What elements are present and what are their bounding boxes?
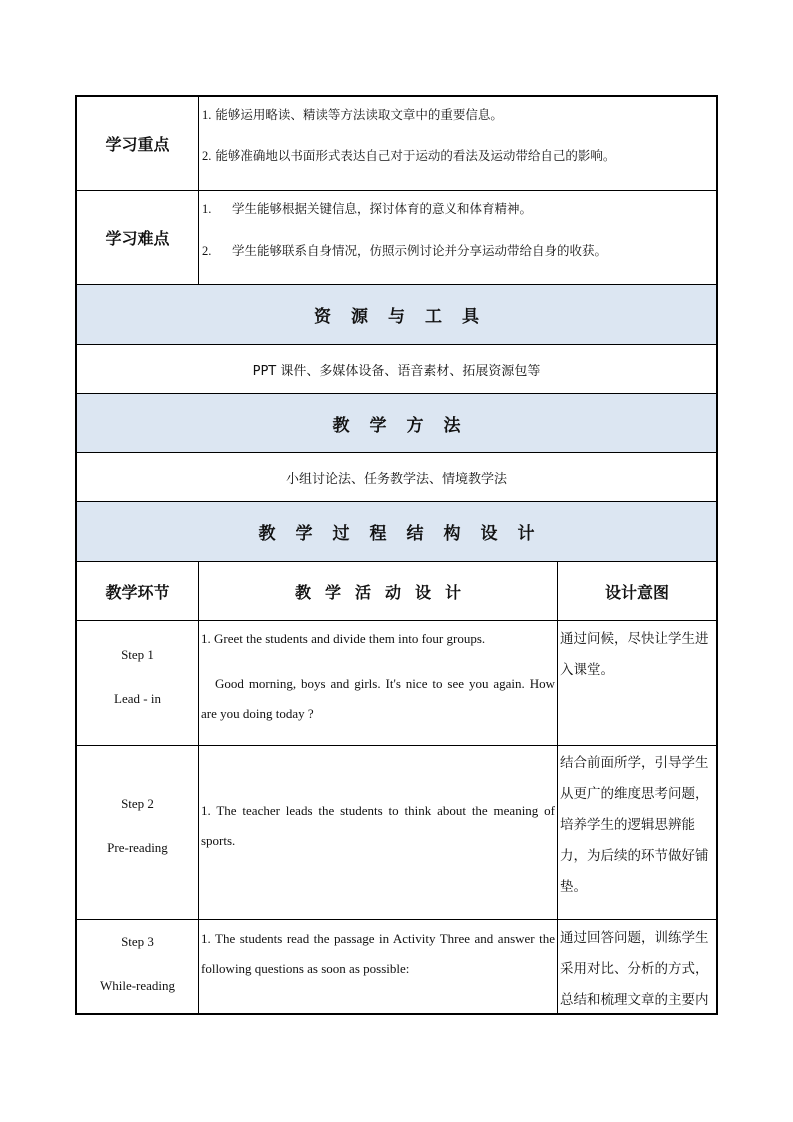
key-points-content — [199, 97, 716, 190]
difficult-points-label: 学习难点 — [77, 191, 199, 284]
resources-title-row — [77, 284, 716, 344]
lesson-plan-table — [75, 95, 718, 1015]
key-points-label: 学习重点 — [77, 97, 199, 190]
process-title-row — [77, 501, 716, 561]
step-label: Step 3 While-reading — [77, 920, 199, 1015]
difficult-point-item: 1. 学生能够根据关键信息，探讨体育的意义和体育精神。 — [202, 201, 533, 216]
step-row — [77, 919, 716, 1015]
methods-content: 小组讨论法、任务教学法、情境教学法 — [285, 471, 507, 487]
key-point-item: 2. 能够准确地以书面形式表达自己对于运动的看法及运动带给自己的影响。 — [202, 148, 616, 163]
key-points-row — [77, 97, 716, 190]
header-activity: 教学活动设计 — [199, 562, 558, 620]
methods-title: 教学方法 — [332, 415, 481, 436]
methods-content-row — [77, 452, 716, 501]
key-point-item: 1. 能够运用略读、精读等方法读取文章中的重要信息。 — [202, 107, 503, 122]
difficult-point-item: 2. 学生能够联系自身情况，仿照示例讨论并分享运动带给自身的收获。 — [202, 243, 608, 258]
step-row — [77, 745, 716, 919]
step-row — [77, 620, 716, 745]
step-intent: 结合前面所学，引导学生从更广的维度思考问题，培养学生的逻辑思辨能力，为后续的环节做好铺垫。 — [560, 755, 709, 895]
step-intent: 通过问候，尽快让学生进入课堂。 — [560, 631, 709, 678]
step-label: Step 2 Pre-reading — [77, 746, 199, 919]
resources-content-row — [77, 344, 716, 393]
difficult-points-content — [199, 191, 716, 284]
difficult-points-row — [77, 190, 716, 284]
header-stage: 教学环节 — [77, 562, 199, 620]
resources-content: PPT 课件、多媒体设备、语音素材、拓展资源包等 — [252, 363, 541, 379]
process-title: 教学过程结构设计 — [258, 524, 555, 544]
methods-title-row — [77, 393, 716, 452]
header-intent: 设计意图 — [604, 582, 669, 602]
step-activity: 1. The students read the passage in Activity Three and answer the following questions as soon as possible: — [199, 920, 558, 1015]
step-activity: 1. Greet the students and divide them into four groups. Good morning, boys and girls. It's nice to see you again. How are you doing today ? — [199, 621, 558, 745]
process-header-row — [77, 561, 716, 620]
step-activity: 1. The teacher leads the students to think about the meaning of sports. — [199, 746, 558, 919]
step-intent: 通过回答问题，训练学生采用对比、分析的方式，总结和梳理文章的主要内 — [560, 930, 709, 1008]
step-label: Step 1 Lead - in — [77, 621, 199, 745]
resources-title: 资源与工具 — [314, 307, 499, 327]
